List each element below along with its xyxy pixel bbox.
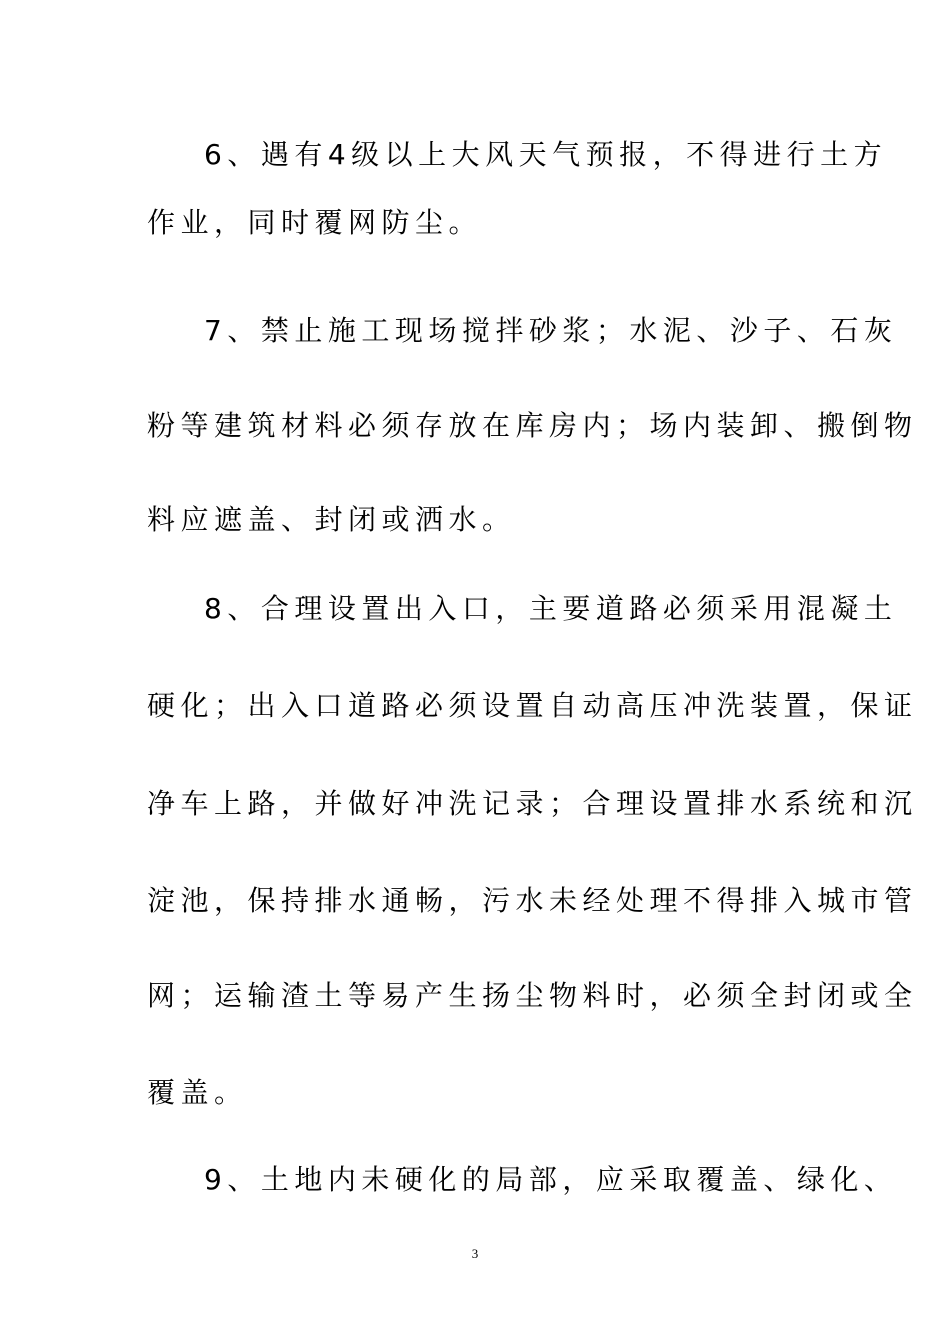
text-line: 6、遇有4级以上大风天气预报，不得进行土方 bbox=[204, 138, 888, 171]
text-line: 粉等建筑材料必须存放在库房内；场内装卸、搬倒物 bbox=[147, 409, 918, 442]
text-line: 作业，同时覆网防尘。 bbox=[147, 206, 483, 239]
text-line: 硬化；出入口道路必须设置自动高压冲洗装置，保证 bbox=[147, 689, 918, 722]
page-number: 3 bbox=[471, 1246, 479, 1261]
text-line: 料应遮盖、封闭或洒水。 bbox=[147, 503, 516, 536]
text-line: 8、合理设置出入口，主要道路必须采用混凝土 bbox=[204, 592, 898, 625]
text-line: 7、禁止施工现场搅拌砂浆；水泥、沙子、石灰 bbox=[204, 314, 898, 347]
text-line: 网；运输渣土等易产生扬尘物料时，必须全封闭或全 bbox=[147, 979, 918, 1012]
text-line: 净车上路，并做好冲洗记录；合理设置排水系统和沉 bbox=[147, 787, 918, 820]
text-line: 淀池，保持排水通畅，污水未经处理不得排入城市管 bbox=[147, 884, 918, 917]
text-line: 覆盖。 bbox=[147, 1076, 248, 1109]
text-line: 9、土地内未硬化的局部，应采取覆盖、绿化、 bbox=[204, 1163, 898, 1196]
